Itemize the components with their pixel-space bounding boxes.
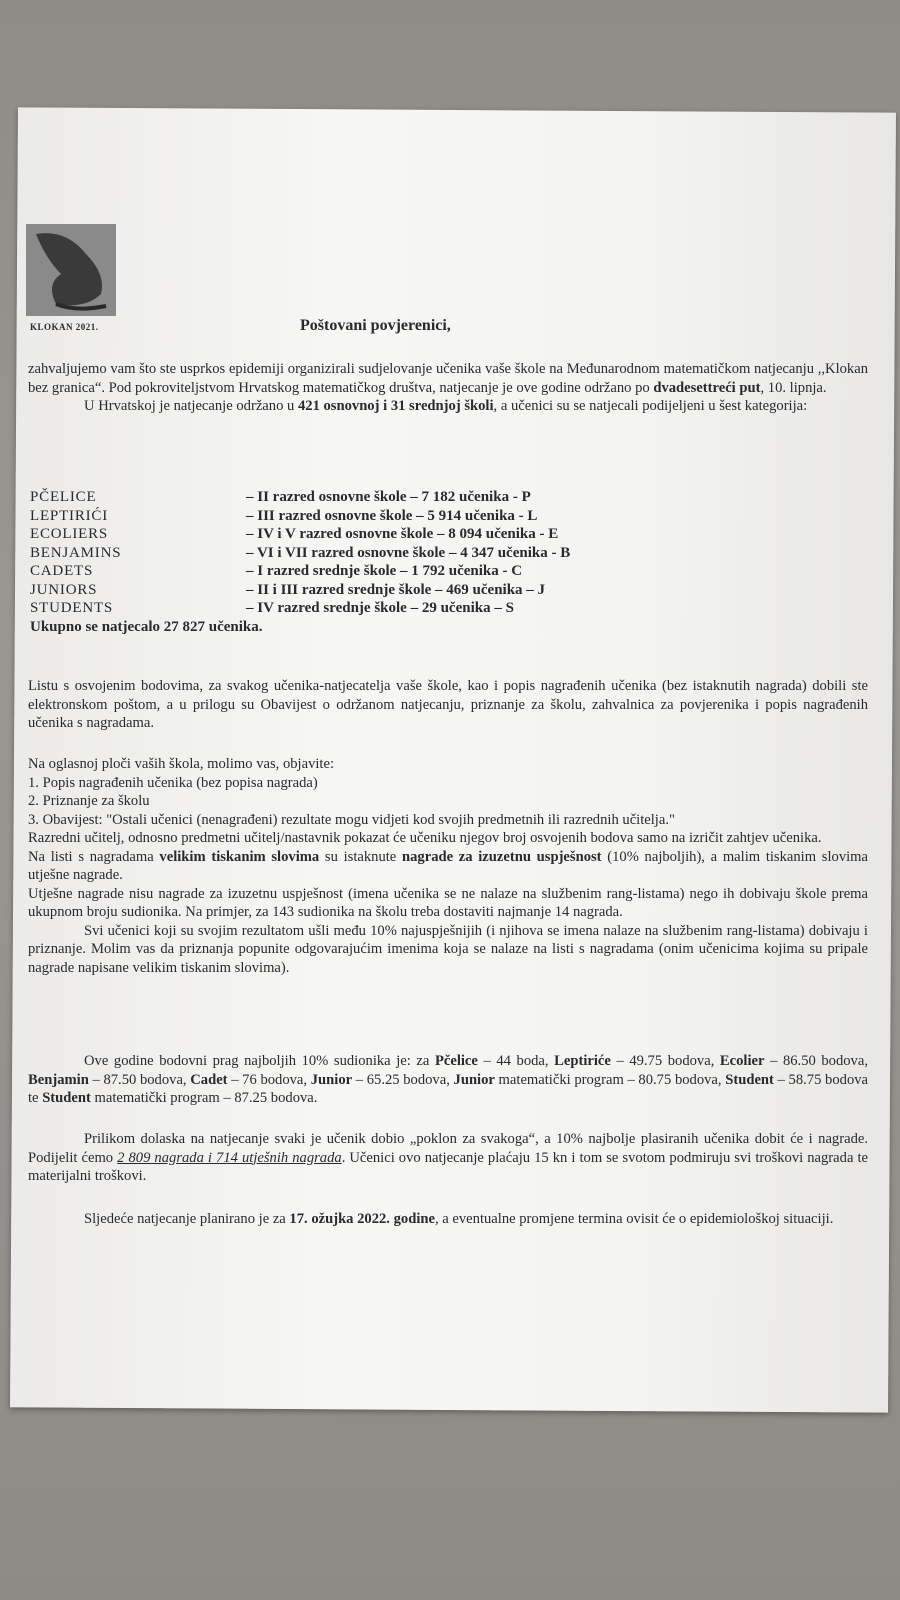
notice-board-section xyxy=(28,755,868,977)
board-item-3: 3. Obavijest: "Ostali učenici (nenagrađeni) rezultate mogu vidjeti kod svojih predmetnih ili razrednih učitelja." xyxy=(28,811,675,828)
gifts-paragraph: Prilikom dolaska na natjecanje svaki je učenik dobio „poklon za svakoga“, a 10% najbolje plasiranih učenika dobit će i nagrade. Podijelit ćemo 2 809 nagrada i 714 utješnih nagrada. Učenici ovo natjecanje plaćaju 15 kn i tom se svotom podmiruju svi troškovi nagrada te materijalni troškovi. xyxy=(28,1131,868,1184)
awards-count: 2 809 nagrada i 714 utješnih nagrada xyxy=(117,1149,342,1166)
intro-section xyxy=(28,360,868,416)
total-participants: Ukupno se natjecalo 27 827 učenika. xyxy=(30,618,263,635)
list-paragraph: Listu s osvojenim bodovima, za svakog učenika-natjecatelja vaše škole, kao i popis nagrađenih učenika (bez istaknutih nagrada) dobili ste elektronskom poštom, a u prilogu su Obavijest o održanom natjecanju, priznanje za školu, zahvalnica za povjerenika i popis nagrađenih učenika s nagradama. xyxy=(28,678,868,731)
threshold-paragraph: Ove godine bodovni prag najboljih 10% sudionika je: za Pčelice – 44 boda, Leptiriće – 49.75 bodova, Ecolier – 86.50 bodova, Benjamin – 87.50 bodova, Cadet – 76 bodova, Junior – 65.25 bodova, Junior matematički program – 80.75 bodova, Student – 58.75 bodova te Student matematički program – 87.25 bodova. xyxy=(28,1053,869,1106)
kangaroo-logo-icon xyxy=(26,224,116,316)
category-table xyxy=(30,488,870,636)
category-row: STUDENTS – IV razred srednje škole – 29 učenika – S xyxy=(30,600,514,616)
board-item-1: 1. Popis nagrađenih učenika (bez popisa nagrada) xyxy=(28,774,318,791)
top10-note: Svi učenici koji su svojim rezultatom ušli među 10% najuspješnijih (i njihova se imena nalaze na službenim rang-listama) dobivaju i priznanje. Molim vas da priznanja popunite odgovarajućim imenima koja se nalaze na listi s nagradama (onim učenicima kojima su pripale nagrade napisane velikim tiskanim slovima). xyxy=(28,922,868,976)
category-row: CADETS – I razred srednje škole – 1 792 učenika - C xyxy=(30,563,523,579)
category-row: JUNIORS – II i III razred srednje škole – 469 učenika – J xyxy=(30,581,546,598)
klokan-logo xyxy=(26,224,116,316)
consolation-note: Utješne nagrade nisu nagrade za izuzetnu uspješnost (imena učenika se ne nalaze na službenim rang-listama) nego ih dobivaju škole prema ukupnom broju sudionika. Na primjer, za 143 sudionika na školu treba dostaviti najmanje 14 nagrada. xyxy=(28,885,868,920)
category-row: LEPTIRIĆI – III razred osnovne škole – 5 914 učenika - L xyxy=(30,507,538,524)
category-row: ECOLIERS – IV i V razred osnovne škole – 8 094 učenika - E xyxy=(30,526,559,542)
intro-paragraph-2: U Hrvatskoj je natjecanje održano u 421 osnovnoj i 31 srednjoj školi, a učenici su se natjecali podijeljeni u šest kategorija: xyxy=(84,398,808,414)
teacher-note: Razredni učitelj, odnosno predmetni učitelj/nastavnik pokazat će učeniku njegov broj osvojenih bodova samo na izričit zahtjev učenika. xyxy=(28,830,822,846)
intro-paragraph-1: zahvaljujemo vam što ste usprkos epidemiji organizirali sudjelovanje učenika vaše škole na Međunarodnom matematičkom natjecanju ,,Klokan bez granica“. Pod pokroviteljstvom Hrvatskog matematičkog društva, natjecanje je ove godine održano po dvadesettreći put, 10. lipnja. xyxy=(28,361,868,396)
greeting: Poštovani povjerenici, xyxy=(300,317,451,334)
category-row: PČELICE – II razred osnovne škole – 7 182 učenika - P xyxy=(30,489,531,505)
awards-list-note: Na listi s nagradama velikim tiskanim slovima su istaknute nagrade za izuzetnu uspješnost (10% najboljih), a malim tiskanim slovima utješne nagrade. xyxy=(28,848,869,883)
board-intro: Na oglasnoj ploči vaših škola, molimo vas, objavite: xyxy=(28,756,335,772)
next-competition-paragraph: Sljedeće natjecanje planirano je za 17. ožujka 2022. godine, a eventualne promjene termina ovisit će o epidemiološkoj situaciji. xyxy=(84,1211,834,1227)
board-item-2: 2. Priznanje za školu xyxy=(28,793,150,809)
category-row: BENJAMINS – VI i VII razred osnovne škole – 4 347 učenika - B xyxy=(30,544,571,561)
logo-caption: KLOKAN 2021. xyxy=(30,322,99,332)
